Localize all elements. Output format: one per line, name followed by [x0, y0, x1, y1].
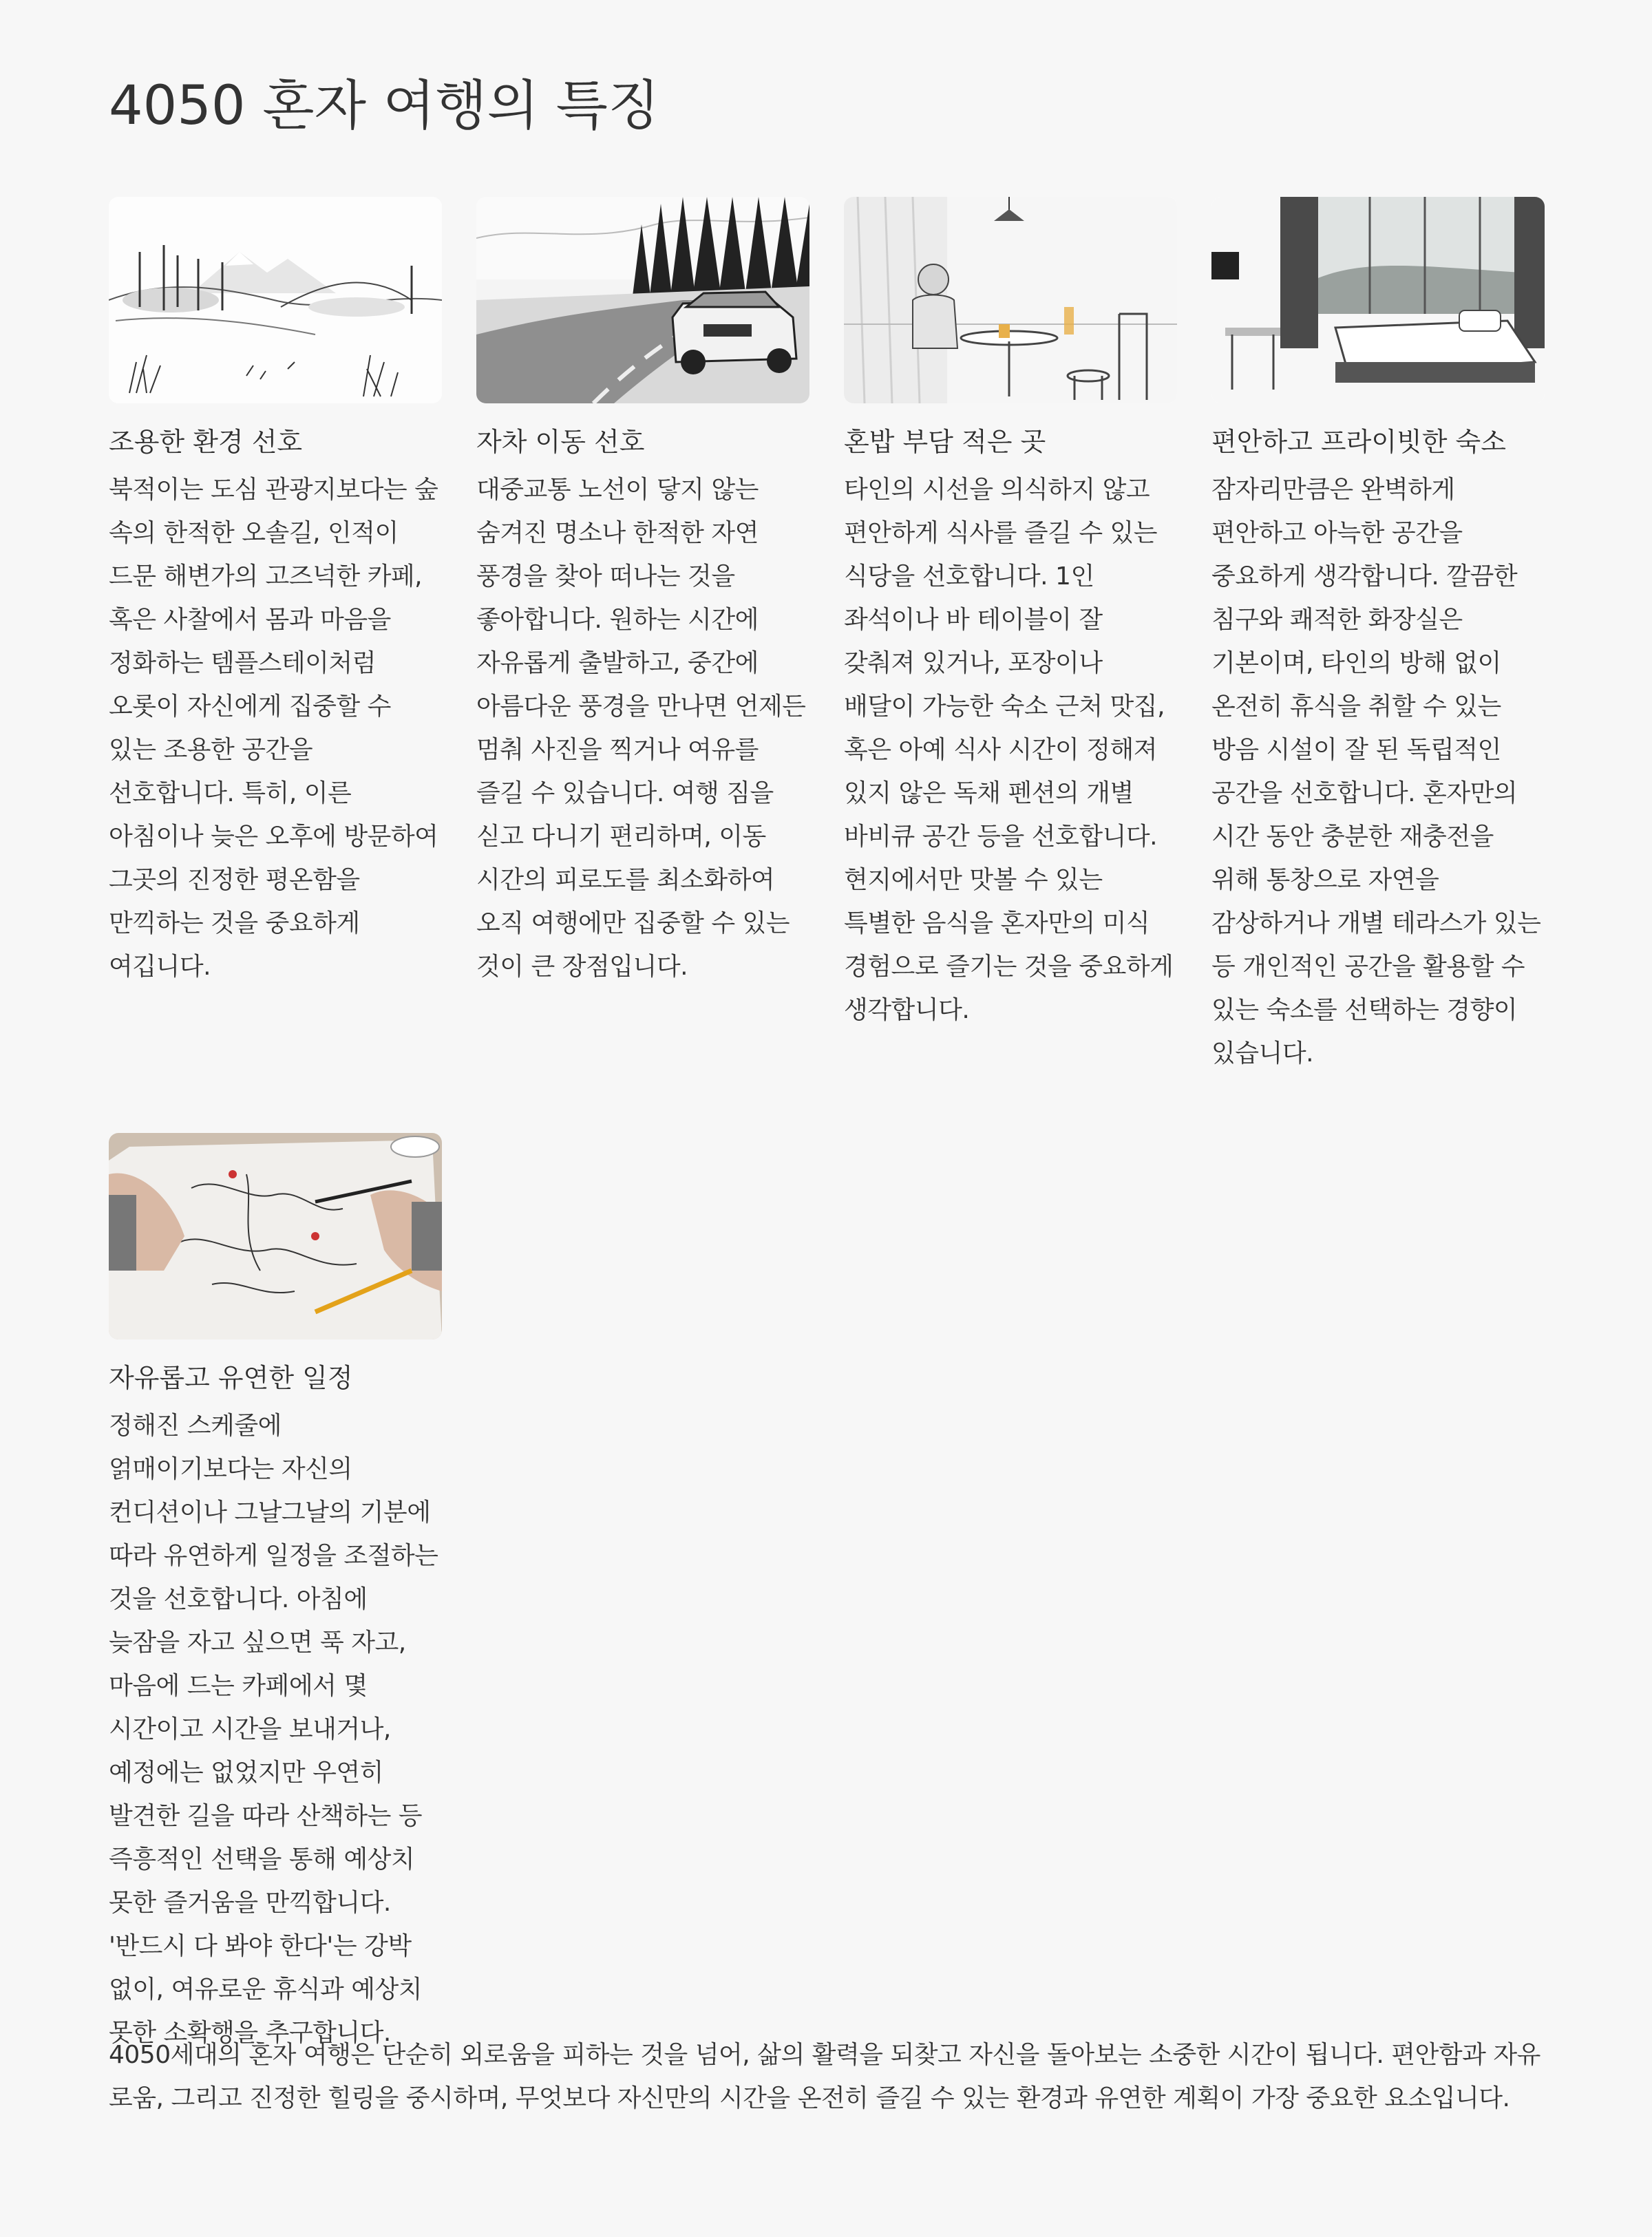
card-title: 조용한 환경 선호: [109, 427, 303, 457]
feature-card-quiet: [109, 197, 442, 1075]
card-description: 타인의 시선을 의식하지 않고 편안하게 식사를 즐길 수 있는 식당을 선호합니다. 1인 좌석이나 바 테이블이 잘 갖춰져 있거나, 포장이나 배달이 가능한 숙소 근처 맛집, 혹은 아예 식사 시간이 정해져 있지 않은 독채 펜션의 개별 바비큐 공간 등을 선호합니다. 현지에서만 맛볼 수 있는 특별한 음식을 혼자만의 미식 경험으로 즐기는 것을 중요하게 생각합니다.: [844, 476, 1174, 1024]
card-description: 잠자리만큼은 완벽하게 편안하고 아늑한 공간을 중요하게 생각합니다. 깔끔한 침구와 쾌적한 화장실은 기본이며, 타인의 방해 없이 온전히 휴식을 취할 수 있는 방음 시설이 잘 된 독립적인 공간을 선호합니다. 혼자만의 시간 동안 충분한 재충전을 위해 통창으로 자연을 감상하거나 개별 테라스가 있는 등 개인적인 공간을 활용할 수 있는 숙소를 선택하는 경향이 있습니다.: [1211, 476, 1541, 1068]
feature-card-car: [476, 197, 809, 1075]
map-planning-photo-icon: [109, 1133, 442, 1339]
page-title: 4050 혼자 여행의 특징: [109, 75, 660, 137]
feature-card-grid: [109, 197, 1543, 2055]
card-title: 자유롭고 유연한 일정: [109, 1363, 353, 1393]
feature-card-lodging: [1211, 197, 1545, 1075]
feature-card-dining: [844, 197, 1177, 1075]
solo-dining-sketch-icon: [844, 197, 1177, 403]
card-title: 자차 이동 선호: [476, 427, 645, 457]
card-description: 북적이는 도심 관광지보다는 숲 속의 한적한 오솔길, 인적이 드문 해변가의 고즈넉한 카페, 혹은 사찰에서 몸과 마음을 정화하는 템플스테이처럼 오롯이 자신에게 집중할 수 있는 조용한 공간을 선호합니다. 특히, 이른 아침이나 늦은 오후에 방문하여 그곳의 진정한 평온함을 만끽하는 것을 중요하게 여깁니다.: [109, 476, 438, 981]
card-title: 편안하고 프라이빗한 숙소: [1211, 427, 1506, 457]
summary-paragraph: 4050세대의 혼자 여행은 단순히 외로움을 피하는 것을 넘어, 삶의 활력을 되찾고 자신을 돌아보는 소중한 시간이 됩니다. 편안함과 자유로움, 그리고 진정한 힐링을 중시하며, 무엇보다 자신만의 시간을 온전히 즐길 수 있는 환경과 유연한 계획이 가장 중요한 요소입니다.: [109, 2041, 1540, 2112]
hotel-room-sketch-icon: [1211, 197, 1545, 403]
feature-card-schedule: [109, 1133, 442, 2055]
car-road-sketch-icon: [476, 197, 809, 403]
card-description: 정해진 스케줄에 얽매이기보다는 자신의 컨디션이나 그날그날의 기분에 따라 유연하게 일정을 조절하는 것을 선호합니다. 아침에 늦잠을 자고 싶으면 푹 자고, 마음에 드는 카페에서 몇 시간이고 시간을 보내거나, 예정에는 없었지만 우연히 발견한 길을 따라 산책하는 등 즉흥적인 선택을 통해 예상치 못한 즐거움을 만끽합니다. '반드시 다 봐야 한다'는 강박 없이, 여유로운 휴식과 예상치 못한 소확행을 추구합니다.: [109, 1412, 438, 2047]
landscape-sketch-icon: [109, 197, 442, 403]
card-description: 대중교통 노선이 닿지 않는 숨겨진 명소나 한적한 자연 풍경을 찾아 떠나는 것을 좋아합니다. 원하는 시간에 자유롭게 출발하고, 중간에 아름다운 풍경을 만나면 언제든 멈춰 사진을 찍거나 여유를 즐길 수 있습니다. 여행 짐을 싣고 다니기 편리하며, 이동 시간의 피로도를 최소화하여 오직 여행에만 집중할 수 있는 것이 큰 장점입니다.: [476, 476, 806, 981]
card-title: 혼밥 부담 적은 곳: [844, 427, 1046, 457]
